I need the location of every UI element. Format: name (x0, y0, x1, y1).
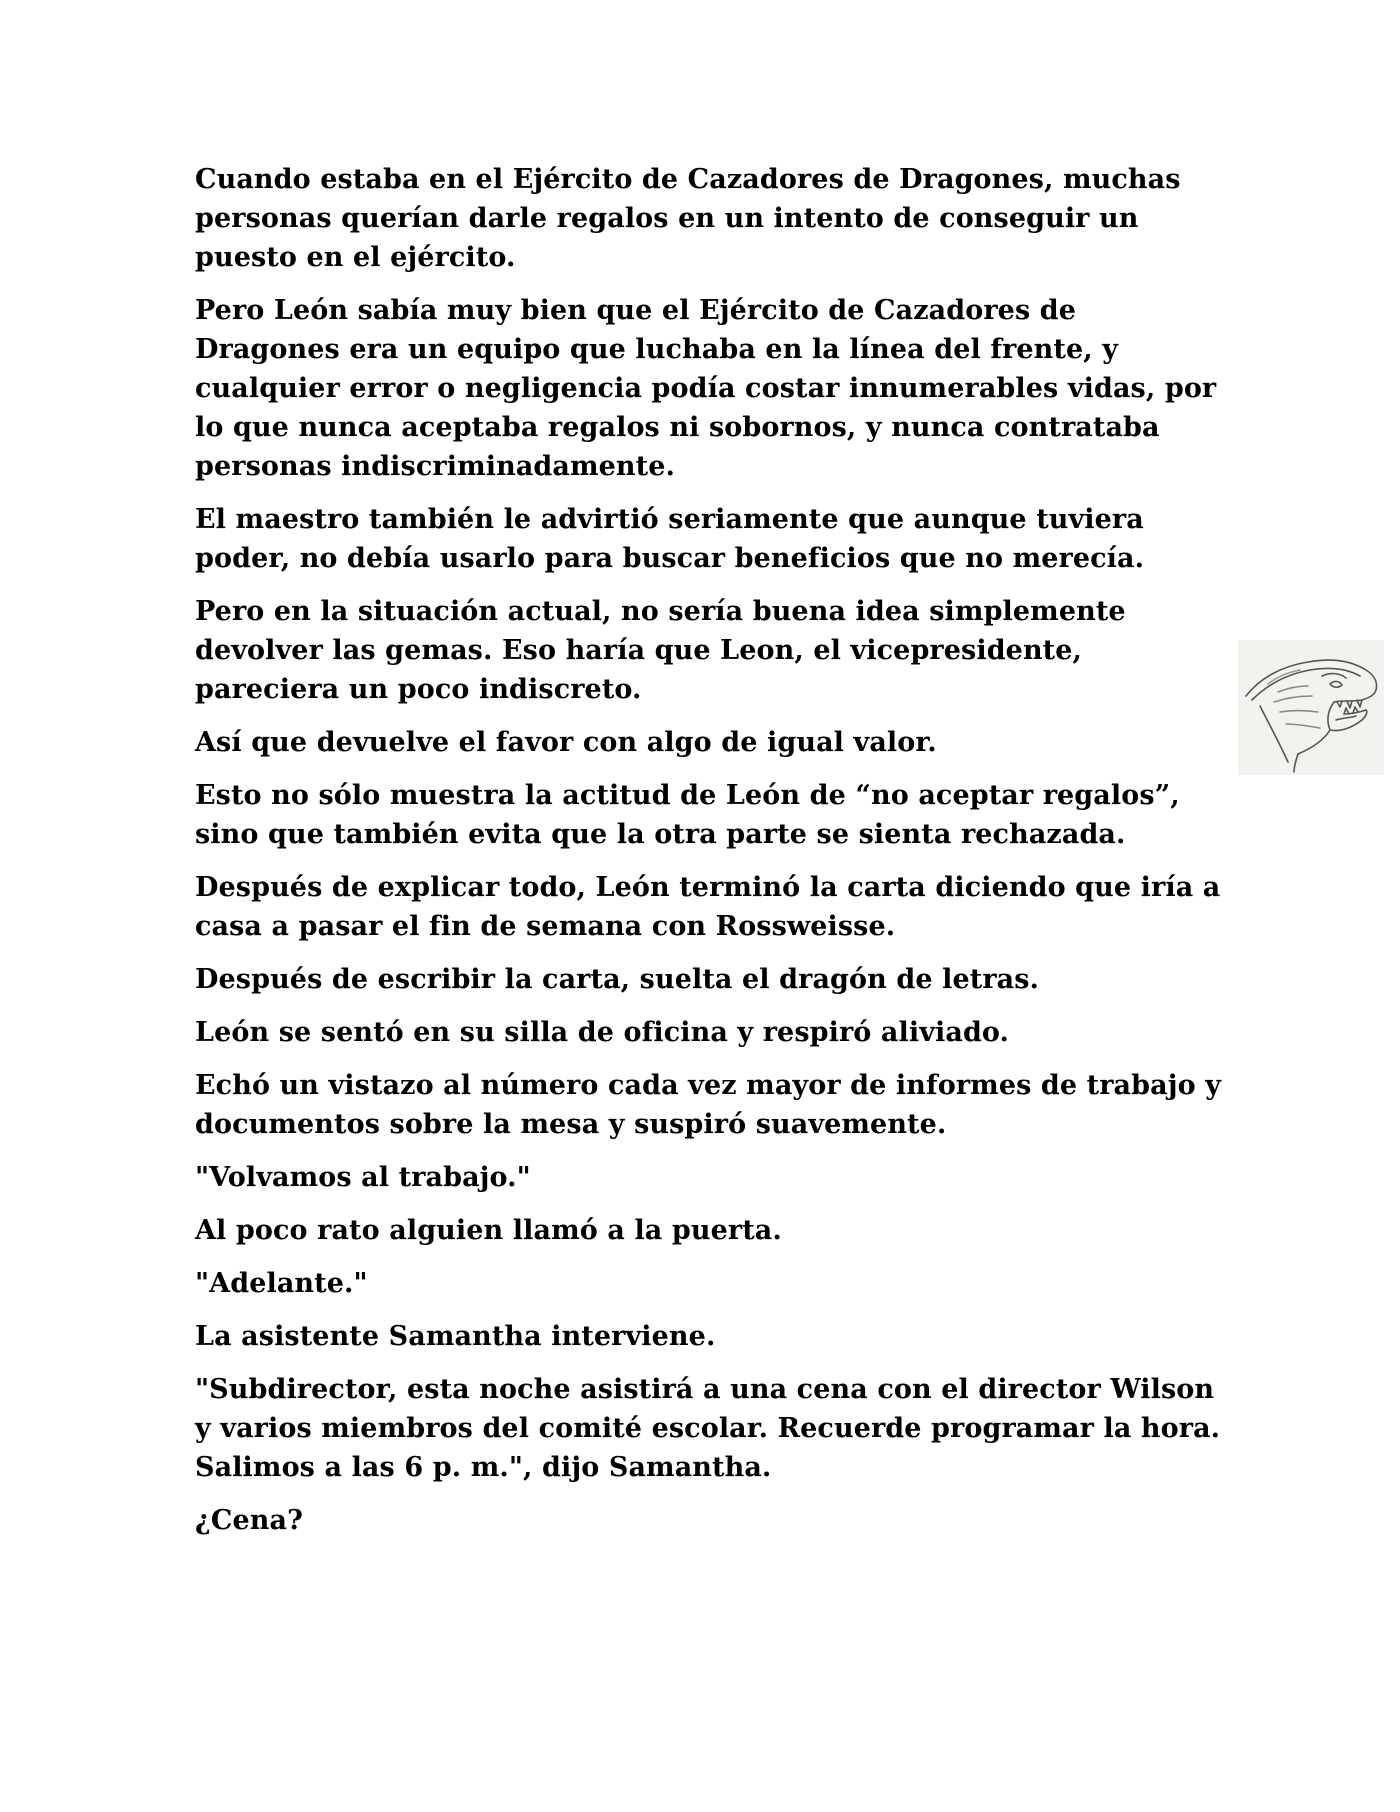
paragraph: Pero León sabía muy bien que el Ejército de Cazadores de Dragones era un equipo que luchaba en la línea del frente, y cualquier error o negligencia podía costar innumerables vidas, por lo que nunca aceptaba regalos ni sobornos, y nunca contrataba personas indiscriminadamente. (195, 295, 1217, 482)
paragraph: Cuando estaba en el Ejército de Cazadores de Dragones, muchas personas querían darle regalos en un intento de conseguir un puesto en el ejército. (195, 164, 1181, 273)
paragraph: "Subdirector, esta noche asistirá a una cena con el director Wilson y varios miembros del comité escolar. Recuerde programar la hora. Salimos a las 6 p. m.", dijo Samantha. (195, 1374, 1221, 1483)
paragraph: Después de escribir la carta, suelta el dragón de letras. (195, 964, 1040, 995)
paragraph: "Volvamos al trabajo." (195, 1162, 531, 1193)
dinosaur-head-icon (1238, 640, 1384, 775)
paragraph: El maestro también le advirtió seriamente que aunque tuviera poder, no debía usarlo para buscar beneficios que no merecía. (195, 504, 1145, 574)
paragraph: Pero en la situación actual, no sería buena idea simplemente devolver las gemas. Eso haría que Leon, el vicepresidente, pareciera un poco indiscreto. (195, 596, 1126, 705)
body-text (195, 160, 1225, 1554)
paragraph: Después de explicar todo, León terminó la carta diciendo que iría a casa a pasar el fin de semana con Rossweisse. (195, 872, 1221, 942)
paragraph: León se sentó en su silla de oficina y respiró aliviado. (195, 1017, 1010, 1048)
paragraph: Al poco rato alguien llamó a la puerta. (195, 1215, 782, 1246)
paragraph: Echó un vistazo al número cada vez mayor de informes de trabajo y documentos sobre la mesa y suspiró suavemente. (195, 1070, 1221, 1140)
paragraph: La asistente Samantha interviene. (195, 1321, 716, 1352)
paragraph: Así que devuelve el favor con algo de igual valor. (195, 727, 937, 758)
paragraph: Esto no sólo muestra la actitud de León de “no aceptar regalos”, sino que también evita que la otra parte se sienta rechazada. (195, 780, 1180, 850)
paragraph: "Adelante." (195, 1268, 368, 1299)
paragraph: ¿Cena? (195, 1505, 304, 1536)
dinosaur-head-drawing (1238, 640, 1384, 775)
